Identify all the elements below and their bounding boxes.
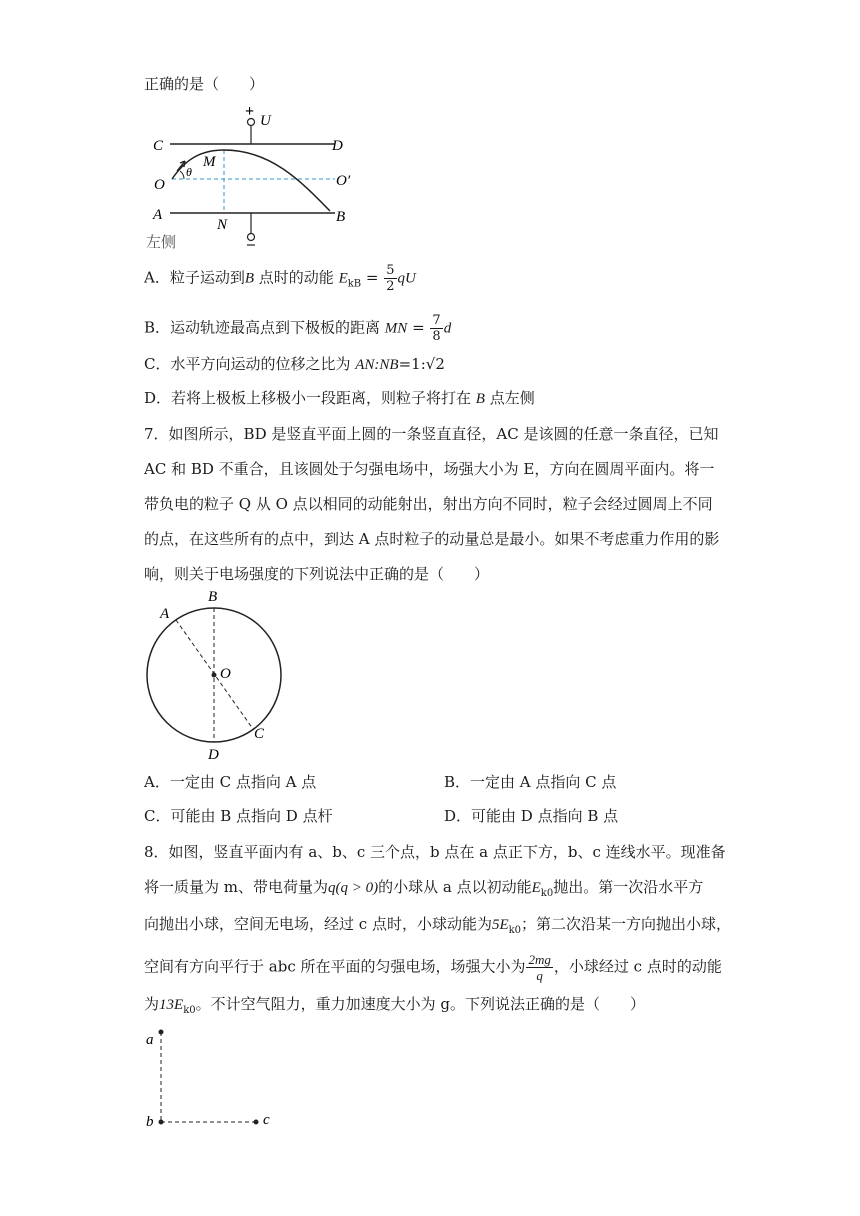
q8-line-4: 空间有方向平行于 abc 所在平面的匀强电场，场强大小为 $\frac{2mg}{q}$ ，小球经过 c 点时的动能 — [144, 952, 722, 983]
q8-line-1: 8．如图，竖直平面内有 a、b、c 三个点，b 点在 a 点正下方，b、c 连线水平。现准备 — [144, 843, 726, 861]
q7-option-d[interactable]: D．可能由 D 点指向 B 点 — [444, 807, 619, 825]
velocity-arrow — [177, 161, 185, 171]
q8-line-5: 为$13E_{k0}$。不计空气阻力，重力加速度大小为 g。下列说法正确的是（ ） — [144, 995, 645, 1016]
label-C: C — [254, 726, 265, 742]
q6-option-a[interactable]: A．粒子运动到B 点时的动能 $E_{kB}$ = $\frac{5}{2}$ qU — [144, 263, 416, 294]
q6-capacitor-figure — [140, 100, 370, 260]
label-U: U — [260, 113, 271, 129]
point-O — [212, 673, 217, 678]
label-theta: θ — [186, 165, 192, 179]
q7-line-3: 带负电的粒子 Q 从 O 点以相同的动能射出，射出方向不同时，粒子会经过圆周上不同 — [144, 495, 713, 513]
q8-line-3: 向抛出小球，空间无电场，经过 c 点时，小球动能为$5E_{k0}$；第二次沿某一方向抛出小球， — [144, 915, 732, 936]
label-left: 左侧 — [146, 235, 177, 251]
label-A: A — [160, 606, 170, 622]
plus-sign: + — [245, 103, 255, 120]
q8-line-2: 将一质量为 m、带电荷量为q(q > 0)的小球从 a 点以初动能$E_{k0}$抛出。第一次沿水平方 — [144, 878, 704, 899]
q6-option-b[interactable]: B．运动轨迹最高点到下极板的距离 MN = $\frac{7}{8}$ d — [144, 313, 452, 344]
q7-line-4: 的点，在这些所有的点中，到达 A 点时粒子的动量总是最小。如果不考虑重力作用的影 — [144, 530, 720, 548]
bottom-terminal — [248, 234, 255, 241]
label-N: N — [217, 217, 228, 233]
trajectory — [172, 150, 330, 211]
label-Oprime: O′ — [336, 173, 351, 189]
q7-option-b[interactable]: B．一定由 A 点指向 C 点 — [444, 773, 617, 791]
q7-option-c[interactable]: C．可能由 B 点指向 D 点杆 — [144, 807, 333, 825]
label-A: A — [153, 207, 163, 223]
q7-option-a[interactable]: A．一定由 C 点指向 A 点 — [144, 773, 317, 791]
q7-line-5: 响，则关于电场强度的下列说法中正确的是（ ） — [144, 565, 490, 583]
q7-line-2: AC 和 BD 不重合，且该圆处于匀强电场中，场强大小为 E，方向在圆周平面内。将一 — [144, 460, 715, 478]
label-M: M — [203, 154, 216, 170]
label-D: D — [208, 747, 219, 762]
label-O: O — [154, 177, 165, 193]
q7-circle-figure — [140, 586, 300, 762]
q8-points-figure — [140, 1024, 290, 1134]
label-b: b — [146, 1114, 154, 1130]
label-B: B — [336, 209, 346, 225]
label-D: D — [332, 138, 343, 154]
q6-option-d[interactable]: D．若将上极板上移极小一段距离，则粒子将打在 B 点左侧 — [144, 389, 535, 407]
label-C: C — [153, 138, 164, 154]
q7-line-1: 7．如图所示，BD 是竖直平面上圆的一条竖直直径，AC 是该圆的任意一条直径，已知 — [144, 425, 719, 443]
q6-option-c[interactable]: C．水平方向运动的位移之比为 AN:NB=1:√2 — [144, 355, 445, 373]
label-O: O — [220, 666, 231, 682]
label-B: B — [208, 589, 218, 605]
q6-tail: 正确的是（ ） — [144, 75, 265, 93]
label-c: c — [263, 1112, 270, 1128]
label-a: a — [146, 1032, 154, 1048]
